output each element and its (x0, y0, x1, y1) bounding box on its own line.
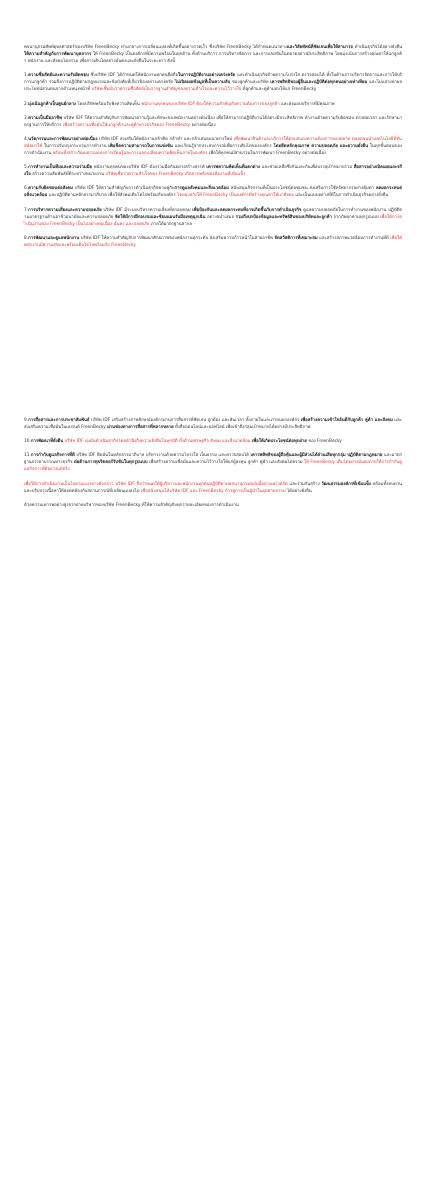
body-text: สนับสนุนกิจกรรมที่เป็นประโยชน์ต่อชุมชน ส่งเสริมการใช้ทรัพยากรอย่างคุ้มค่า (228, 186, 376, 192)
body-text: พร้อมทั้งทบทวนและปรับปรุงเนื้อหาให้สอดคล้องกับสถานการณ์ที่เปลี่ยนแปลงไป (24, 481, 402, 494)
bold-text: ปฏิบัติตามกฎหมาย (347, 453, 383, 459)
highlight-text: ให้ FreenBecky เติบโตอย่างมั่นคงภายใต้การกำกับดูแลกิจการที่ดีอย่างแท้จริง (24, 460, 402, 473)
body-text: และไม่แสวงหาผลประโยชน์ส่วนตนจากตำแหน่งหน้าที่ (24, 80, 402, 93)
body-text: และเป็นแบบอย่างที่ดีในการดำเนินธุรกิจอย่างยั่งยืน (294, 193, 389, 199)
list-item (24, 207, 402, 228)
list-item (24, 235, 402, 249)
body-text: บริษัท IDF มีระบบบริหารความเสี่ยงที่ครอบคลุม (101, 207, 193, 213)
bold-text: ต่อต้านการทุจริตคอร์รัปชันในทุกรูปแบบ (73, 460, 148, 466)
body-text: ในการปรับปรุงกระบวนการทำงาน (42, 143, 109, 149)
body-text: ซึ่งบริษัท IDF ได้กำหนดให้พนักงานทุกคนยึดถือ (88, 73, 179, 79)
body-text: และร่วมกันสร้าง (287, 481, 322, 487)
closing-paragraph: ด้วยความเคารพอย่างสูงจากฝ่ายบริหารของบริษัท FreenBecky ที่ให้ความสำคัญกับทุกรายละเอียดของการดำเนินงาน (24, 502, 239, 508)
items-section-1 (24, 72, 402, 249)
body-text: และส่งมอบบริการที่มีคุณภาพ (279, 101, 335, 107)
list-item (24, 417, 402, 431)
highlight-text: บริษัท IDF มุ่งมั่นดำเนินธุรกิจโดยคำนึงถึงความยั่งยืนในทุกมิติ ทั้งด้านเศรษฐกิจ สังคม และสิ่งแวดล้อม (64, 439, 251, 445)
bold-text: เคารพความคิดเห็นที่แตกต่าง (206, 165, 260, 171)
body-text: และช่วยเหลือซึ่งกันและกันเพื่อบรรลุเป้าหมายร่วม (260, 165, 354, 171)
body-text: บริษัท IDF ให้ความสำคัญกับการพัฒนาความรู้และทักษะของพนักงานอย่างต่อเนื่อง เพื่อให้สามารถปฏิบัติงานได้อย่างมีประสิทธิภาพ ทำงานด้วยความรับผิดชอบ ตรงต่อเวลา และรักษามาตรฐานการให้บริการ (24, 115, 402, 128)
bold-text: ความซื่อสัตย์และความรับผิดชอบ (28, 73, 89, 79)
list-item (24, 136, 402, 157)
body-text: อย่างต่อเนื่อง (190, 122, 216, 128)
body-text: ให้ FreenBecky เป็นองค์กรที่มีความพร้อมในทุกด้าน ทั้งด้านบริการ การบริหารจัดการ และการแข่งขันในตลาดอย่างมีประสิทธิภาพ โดยมุ่งเน้นการสร้างคุณค่าให้แก่ลูกค้า พนักงาน และสังคมโดยรวม เพื่อการเติบโตอย่างมั่นคงและยั่งยืนในระยะยาว ดังนี้ (24, 52, 402, 65)
bold-text: ในการปฏิบัติงานอย่างเคร่งครัด (178, 73, 236, 79)
bold-text: ไม่เปิดเผยข้อมูลที่เป็นความลับ (174, 80, 231, 86)
bold-text: ผ่านช่องทางการสื่อสารที่หลากหลาย (107, 425, 174, 431)
body-text: 1. (24, 73, 29, 79)
body-text: ทั้งสื่อออนไลน์และออฟไลน์ เพื่อเข้าถึงกลุ่มเป้าหมายได้อย่างมีประสิทธิภาพ (173, 425, 311, 431)
list-item (24, 481, 402, 495)
body-text: เพื่อให้ทุกคนมีส่วนร่วมในการพัฒนา FreenBecky อย่างต่อเนื่อง (207, 151, 327, 157)
bold-text: ลดผลกระทบต่อสิ่งแวดล้อม (24, 186, 402, 199)
bold-text: วัฒนธรรมองค์กรที่เข้มแข็ง (321, 481, 372, 487)
bold-text: สื่อสารอย่างเปิดเผยและจริงใจ (24, 165, 402, 178)
list-item (24, 101, 402, 108)
body-text: สร้างความสัมพันธ์ที่ดีระหว่างหน่วยงาน (30, 172, 106, 178)
body-text: ที่ลูกค้าและคู่ค้ามอบให้แก่ FreenBecky (241, 87, 317, 93)
body-text: และมาตรฐานจรรยาบรรณทางธุรกิจ (24, 453, 403, 466)
highlight-text: บริษัทเชื่อว่าความสำเร็จของ FreenBecky เกิดจากพลังของทีมงานที่เข้มแข็ง (105, 172, 246, 178)
body-text: บริษัท IDF ให้ความสำคัญกับการดำเนินธุรกิจควบคู่กับ (73, 186, 175, 192)
highlight-text: เพื่อให้การดำเนินงานของ FreenBecky เป็นไปอย่างต่อเนื่อง มั่นคง และปลอดภัย (24, 214, 403, 227)
list-item (24, 185, 402, 199)
bold-text: เพื่อสร้างความเข้าใจอันดีกับลูกค้า คู่ค้า และสังคม (300, 417, 393, 423)
highlight-text: เพื่อให้การดำเนินงานเป็นไปตามแนวทางดังกล่าว บริษัท IDF จึงกำหนดให้ผู้บริหารและพนักงานทุกคนปฏิบัติตามพจนานุกรมฉบับนี้อย่างเคร่งครัด (24, 481, 288, 487)
body-text: โดยบริษัทพร้อมรับฟังความคิดเห็น (75, 101, 142, 107)
bold-text: การสื่อสารและการประชาสัมพันธ์ (28, 417, 90, 423)
body-text: 5. (24, 165, 29, 171)
list-item (24, 452, 402, 473)
body-text: พนักงานทุกคนของบริษัท IDF ต้องร่วมมือกันอย่างสร้างสรรค์ (92, 165, 207, 171)
body-text: ดำเนินธุรกิจได้อย่างยั่งยืน (353, 45, 403, 50)
bold-text: ให้ความสำคัญกับการพัฒนาบุคลากร (24, 52, 92, 58)
body-text: 4. (24, 136, 29, 142)
intro-paragraph (24, 44, 402, 65)
bold-text: ความรับผิดชอบต่อสังคม (28, 186, 74, 192)
body-text: พจนานุกรมศัพท์ยุทธศาสตร์ของบริษัท FreenBecky ท่ามกลางการเปลี่ยนแปลงที่เกิดขึ้นอย่างรวดเร็ว ซึ่งบริษัท FreenBecky ได้กำหนดแนวทาง (24, 45, 287, 50)
bold-text: นวัตกรรมและการพัฒนาอย่างต่อเนื่อง (28, 136, 98, 142)
body-text: 2. (24, 101, 29, 107)
body-text: และดำเนินธุรกิจด้วยความโปร่งใส ตรวจสอบได้ ทั้งในด้านการบริหารจัดการและการให้บริการแก่ลูกค้า รวมถึงการปฏิบัติตามกฎหมายและข้อบังคับที่เกี่ยวข้องอย่างเคร่งครัด (24, 73, 402, 86)
body-text: 3. (24, 115, 29, 121)
highlight-text: เพื่อให้พนักงานมีความสุขและพร้อมเติบโตไปพร้อมกับ FreenBecky (24, 235, 402, 248)
body-text: อย่างสม่ำเสมอ (205, 214, 236, 220)
highlight-text: เพื่อพัฒนาสินค้าและบริการให้ตอบสนองความต้องการของตลาด ตลอดจนนำเทคโนโลยีที่ทันสมัยมาใช้ (24, 136, 402, 149)
bold-text: เคารพสิทธิของผู้อื่นและปฏิบัติต่อทุกคนอย่างเท่าเทียม (270, 80, 368, 86)
bold-text: การพัฒนาที่ยั่งยืน (30, 439, 64, 445)
bold-text: เพื่อป้องกันและลดผลกระทบที่อาจเกิดขึ้นกับการดำเนินธุรกิจ (192, 207, 302, 213)
body-text: ในทุกขั้นตอนของการดำเนินงาน (24, 143, 403, 157)
body-text: 6. (24, 186, 29, 192)
body-text: ของ FreenBecky (306, 439, 342, 445)
highlight-text: เพื่อสนับสนุนให้บริษัท IDF และ FreenBecky ก้าวสู่การเป็นผู้นำในอุตสาหกรรม (140, 488, 286, 494)
body-text: 9. (24, 417, 29, 423)
body-text: ได้อย่างยั่งยืน (285, 488, 312, 494)
bold-text: การทำงานเป็นทีมและความร่วมมือ (28, 165, 93, 171)
bold-text: เพิ่มขีดความสามารถในการแข่งขัน (108, 143, 173, 149)
body-text: ดูแลความปลอดภัยในการทำงานของพนักงาน ปฏิบัติตามมาตรฐานด้านอาชีวอนามัยและความปลอดภัย (24, 207, 403, 220)
body-text: บริษัท IDF ส่งเสริมให้พนักงานกล้าคิด กล้าทำ และกล้าเสนอแนวทางใหม่ (97, 136, 234, 142)
body-text: และเรียนรู้จากประสบการณ์เพื่อการเติบโตขององค์กร (172, 143, 274, 149)
body-text: และปฏิบัติตามหลักธรรมาภิบาล เพื่อให้สังคมเติบโตไปพร้อมกับองค์กร (47, 193, 178, 199)
bold-text: เคารพสิทธิของผู้ถือหุ้นและผู้มีส่วนได้ส่วนเสียทุกกลุ่ม (250, 453, 346, 459)
bold-text: การพัฒนาและดูแลพนักงาน (28, 235, 80, 241)
bold-text: จัดให้มีการฝึกอบรมและซ้อมแผนรับมือเหตุฉุกเฉิน (114, 214, 206, 220)
list-item (24, 438, 402, 445)
highlight-text: พนักงานทุกคนของบริษัท IDF ต้องให้ความสำคัญกับความต้องการของลูกค้า (141, 101, 280, 107)
body-text: เพื่อสร้างความเชื่อมั่นและความไว้วางใจให้แก่ผู้ลงทุน ลูกค้า คู่ค้า และสังคมโดยรวม (147, 460, 304, 466)
body-text: ของลูกค้าและบริษัท (230, 80, 271, 86)
highlight-text: พร้อมทั้งสร้างวัฒนธรรมแห่งการเรียนรู้และการแลกเปลี่ยนความคิดเห็นภายในองค์กร (52, 151, 208, 157)
body-text: 8. (24, 235, 29, 241)
bold-text: การบริหารความเสี่ยงและความปลอดภัย (28, 207, 102, 213)
body-text: บริษัท IDF ยึดมั่นในหลักธรรมาภิบาล บริหารงานด้วยความโปร่งใส เป็นธรรม และตรวจสอบได้ (74, 453, 251, 459)
list-item (24, 72, 402, 93)
bold-text: การกำกับดูแลกิจการที่ดี (30, 453, 75, 459)
body-text: 10. (24, 439, 31, 445)
highlight-text: โดยมุ่งหวังให้ FreenBecky เป็นองค์กรที่สร้างคุณค่าให้แก่สังคม (177, 193, 295, 199)
bold-text: จัดสวัสดิการที่เหมาะสม (274, 235, 318, 241)
bold-text: เพื่อให้เกิดประโยชน์ต่อทุกฝ่าย (251, 439, 307, 445)
bold-text: ความเป็นมืออาชีพ (28, 115, 62, 121)
body-text: บริษัท IDF ให้ความสำคัญกับการพัฒนาศักยภาพของพนักงานทุกระดับ ส่งเสริมความก้าวหน้าในสายอาชีพ (79, 235, 275, 241)
bold-text: การดูแลสังคมและสิ่งแวดล้อม (174, 186, 229, 192)
bold-text: มุ่งเน้นลูกค้าเป็นศูนย์กลาง (28, 101, 76, 107)
bold-text: โดยยึดหลักคุณภาพ ความปลอดภัย และความยั่งยืน (273, 143, 369, 149)
highlight-text: บริษัทเชื่อมั่นว่าความซื่อสัตย์เป็นรากฐานสำคัญของความสำเร็จและความไว้วางใจ (91, 87, 242, 93)
body-text: บริษัท IDF เสริมสร้างภาพลักษณ์องค์กรผ่านการสื่อสารที่ชัดเจน ถูกต้อง และทันเวลา ทั้งภายในและภายนอกองค์กร (89, 417, 301, 423)
list-item (24, 164, 402, 178)
body-text: ภายใต้มาตรฐานสากล (149, 221, 192, 227)
body-text: 7. (24, 207, 29, 213)
highlight-text: เพื่อสร้างความเชื่อมั่นให้แก่ลูกค้าและคู่ค้าทางธุรกิจของ FreenBecky (62, 122, 191, 128)
body-text: 11. (24, 453, 31, 459)
list-item (24, 115, 402, 129)
body-text: และสร้างสภาพแวดล้อมการทำงานที่ดี (317, 235, 391, 241)
bold-text: รวมถึงปกป้องข้อมูลและทรัพย์สินของบริษัทและลูกค้า (235, 214, 332, 220)
body-text: และส่งเสริมความเชื่อมั่นในแบรนด์ FreenBecky (24, 417, 403, 431)
bold-text: และวิสัยทัศน์ที่ชัดเจนเพื่อให้สามารถ (286, 45, 354, 50)
items-section-2 (24, 417, 402, 495)
body-text: จากภัยคุกคามทุกรูปแบบ (331, 214, 381, 220)
